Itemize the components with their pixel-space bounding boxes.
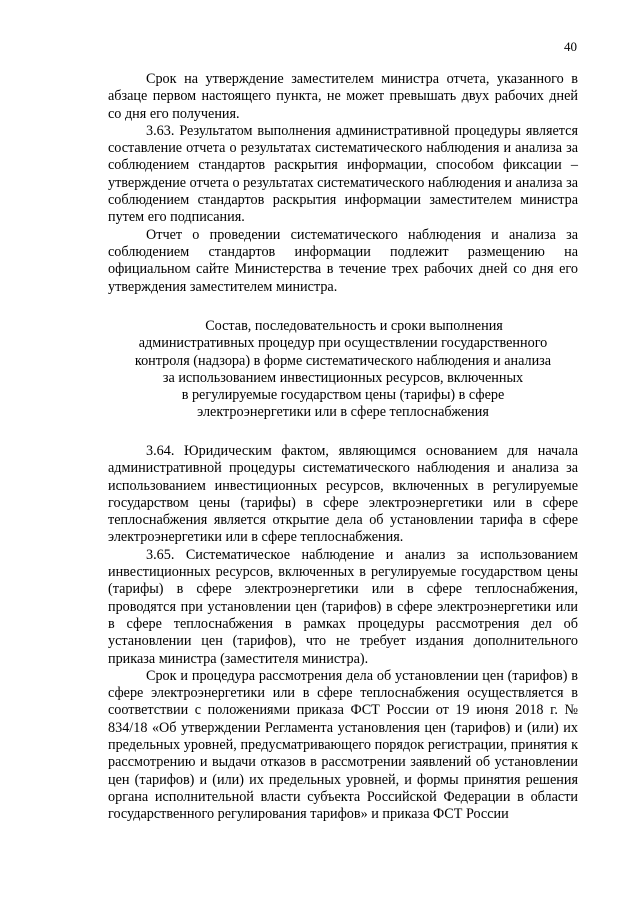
paragraph-3-65: 3.65. Систематическое наблюдение и анализ за использованием инвестиционных ресурсов, включенных в регулируемые государством цены (тарифы) в сфере электроэнергетики или в сфере теплоснабжения, проводятся при установлении цен (тарифов) в сфере электроэнергетики или в сфере теплоснабжения в рамках процедуры рассмотрения дел об установлении цен (тарифов), что не требует издания дополнительного приказа министра (заместителя министра). — [108, 546, 578, 667]
paragraph-approval-deadline: Срок на утверждение заместителем министра отчета, указанного в абзаце первом настоящего пункта, не может превышать двух рабочих дней со дня его получения. — [108, 71, 578, 122]
paragraph-report-publication: Отчет о проведении систематического наблюдения и анализа за соблюдением стандартов информации подлежит размещению на официальном сайте Министерства в течение трех рабочих дней со дня его утверждения заместителем министра. — [108, 226, 578, 295]
text-block-bottom — [108, 443, 578, 824]
section-heading-line: за использованием инвестиционных ресурсов, включенных — [162, 369, 524, 386]
section-heading-line: административных процедур при осуществлении государственного — [138, 335, 548, 352]
section-heading-line: Состав, последовательность и сроки выполнения — [205, 318, 503, 334]
section-heading-line: в регулируемые государством цены (тарифы) в сфере — [181, 387, 505, 404]
paragraph-3-64: 3.64. Юридическим фактом, являющимся основанием для начала административной процедуры систематического наблюдения и анализа за использованием инвестиционных ресурсов, включенных в регулируемые государством цены (тарифы) в сфере электроэнергетики или в сфере теплоснабжения является открытие дела об установлении тарифа в сфере электроэнергетики или в сфере теплоснабжения. — [108, 443, 578, 546]
section-heading-line: электроэнергетики или в сфере теплоснабжения — [197, 404, 489, 421]
page-number: 40 — [564, 39, 577, 54]
text-block-top — [108, 71, 578, 296]
paragraph-3-63: 3.63. Результатом выполнения административной процедуры является составление отчета о результатах систематического наблюдения и анализа за соблюдением стандартов раскрытия информации, способом фиксации – утверждение отчета о результатах систематического наблюдения и анализа за соблюдением стандартов раскрытия информации заместителем министра путем его подписания. — [108, 122, 578, 226]
section-heading — [108, 318, 578, 422]
paragraph-review-procedure: Срок и процедура рассмотрения дела об установлении цен (тарифов) в сфере электроэнергетики или в сфере теплоснабжения осуществляется в соответствии с положениями приказа ФСТ России от 19 июня 2018 г. № 834/18 «Об утверждении Регламента установления цен (тарифов) и (или) их предельных уровней, предусматривающего порядок регистрации, принятия к рассмотрению и выдачи отказов в рассмотрении заявлений об установлении цен (тарифов) и (или) их предельных уровней, и формы принятия решения органа исполнительной власти субъекта Российской Федерации в области государственного регулирования тарифов» и приказа ФСТ России — [108, 667, 578, 823]
section-heading-line: контроля (надзора) в форме систематического наблюдения и анализа — [134, 352, 552, 369]
